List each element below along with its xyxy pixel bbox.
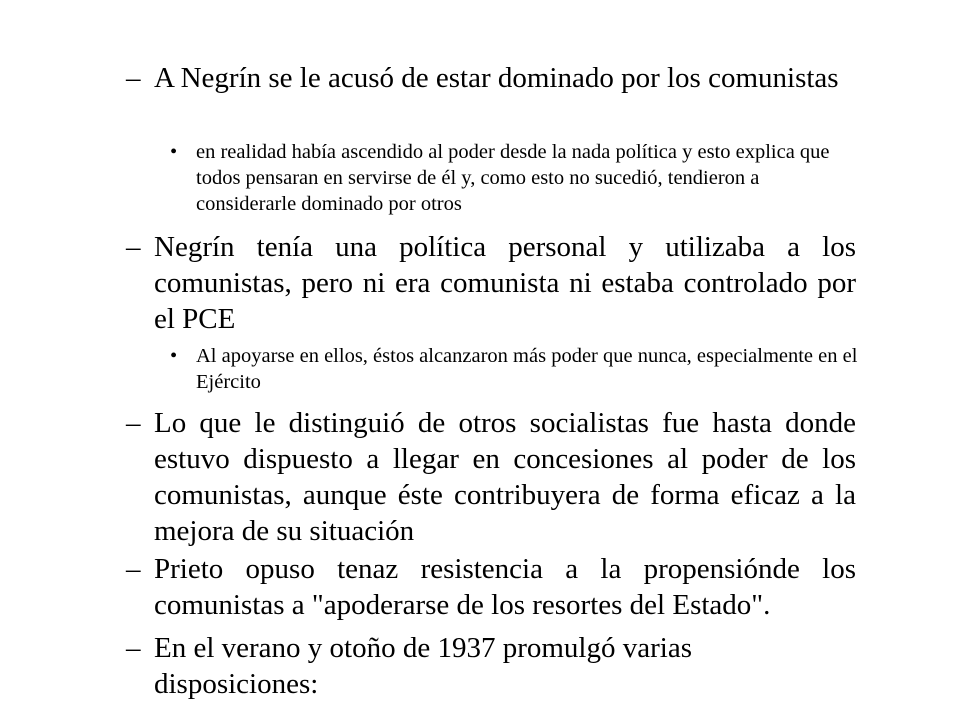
bullet-item-5	[126, 630, 856, 702]
bullet-text: En el verano y otoño de 1937 promulgó varias disposiciones:	[154, 632, 692, 700]
dash-marker: –	[126, 553, 141, 585]
dash-marker: –	[126, 632, 141, 664]
sub-bullet-text: Al apoyarse en ellos, éstos alcanzaron más poder que nunca, especialmente en el Ejército	[196, 345, 858, 393]
bullet-text: A Negrín se le acusó de estar dominado por los comunistas	[154, 62, 839, 94]
bullet-item-4	[126, 551, 856, 623]
sub-bullet-item-2	[170, 343, 860, 395]
sub-bullet-text: en realidad había ascendido al poder desde la nada política y esto explica que todos pensaran en servirse de él y, como esto no sucedió, tendieron a considerarle dominado por otros	[196, 141, 830, 215]
bullet-text: Lo que le distinguió de otros socialistas fue hasta donde estuvo dispuesto a llegar en concesiones al poder de los comunistas, aunque éste contribuyera de forma eficaz a la mejora de su situación	[154, 407, 856, 547]
bullet-item-1	[126, 60, 856, 96]
bullet-dot-marker: •	[170, 345, 178, 367]
dash-marker: –	[126, 231, 141, 263]
bullet-dot-marker: •	[170, 141, 178, 163]
sub-bullet-item-1	[170, 139, 860, 217]
bullet-text: Prieto opuso tenaz resistencia a la propensiónde los comunistas a "apoderarse de los resortes del Estado".	[154, 553, 856, 621]
dash-marker: –	[126, 407, 141, 439]
bullet-item-2	[126, 229, 856, 337]
dash-marker: –	[126, 62, 141, 94]
bullet-item-3	[126, 405, 856, 549]
bullet-text: Negrín tenía una política personal y utilizaba a los comunistas, pero ni era comunista ni estaba controlado por el PCE	[154, 231, 856, 335]
